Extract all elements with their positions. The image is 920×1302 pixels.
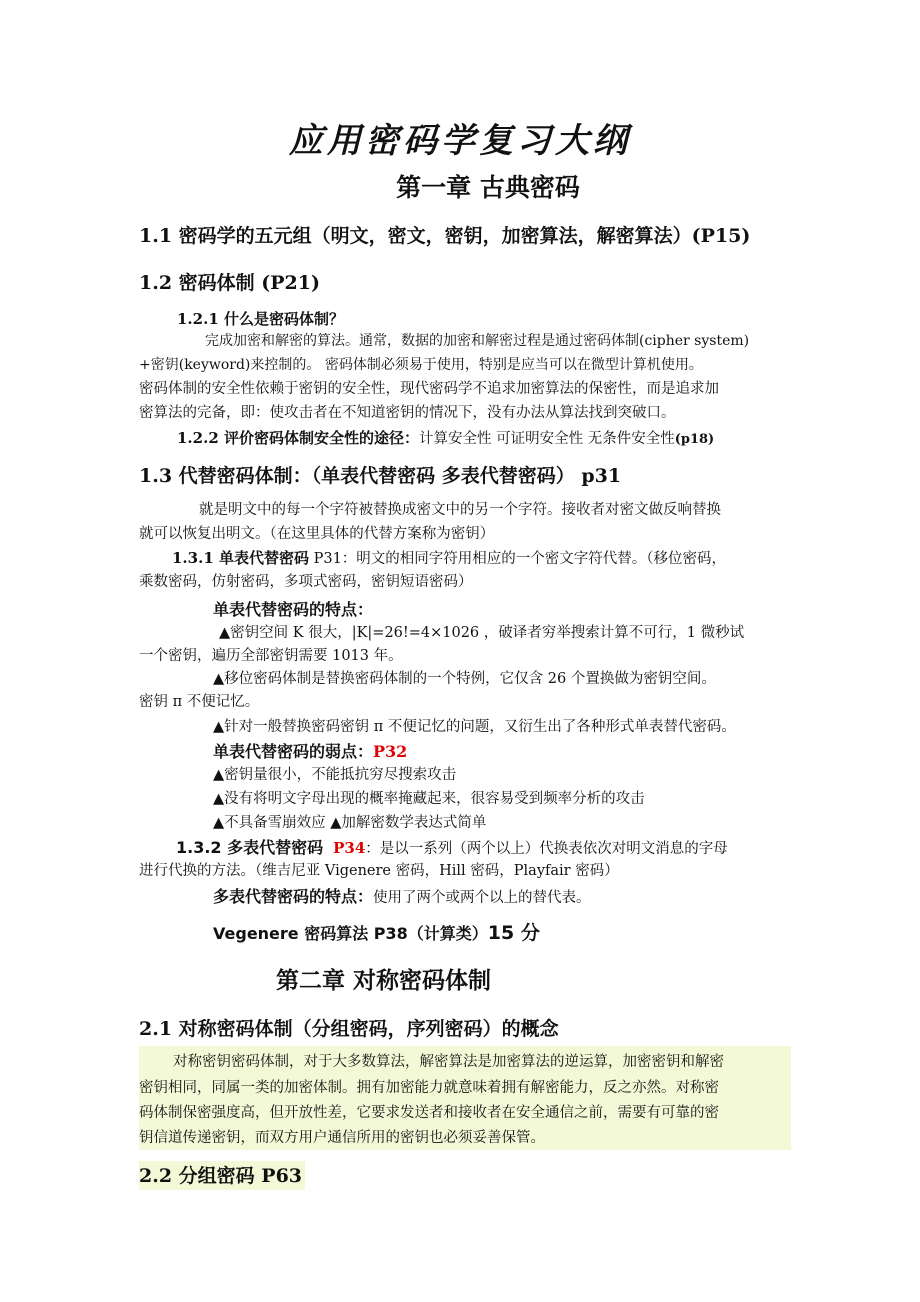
section-1-2-2-heading: 1.2.2 评价密码体制安全性的途径：	[177, 429, 419, 447]
paragraph-line: 就是明文中的每一个字符被替换成密文中的另一个字符。接收者对密文做反响替换	[199, 502, 721, 518]
feature-item: ▲针对一般替换密码密钥 π 不便记忆的问题，又衍生出了各种形式单表替代密码。	[213, 719, 736, 735]
feature-item-cont: 一个密钥，遍历全部密钥需要 1013 年。	[139, 648, 403, 664]
mono-weakness-title-line	[213, 739, 407, 762]
section-1-2-1-heading: 1.2.1 什么是密码体制？	[177, 310, 344, 328]
paragraph-line: 密钥相同，同属一类的加密体制。拥有加密能力就意味着拥有解密能力，反之亦然。对称密	[139, 1080, 719, 1096]
paragraph-line: 就可以恢复出明文。（在这里具体的代替方案称为密钥）	[139, 526, 495, 542]
weakness-item: ▲不具备雪崩效应 ▲加解密数学表达式简单	[213, 815, 487, 831]
section-1-2-heading: 1.2 密码体制 (P21)	[139, 272, 320, 294]
paragraph-line: 进行代换的方法。（维吉尼亚 Vigenere 密码，Hill 密码，Playfair 密码）	[139, 863, 619, 879]
paragraph-line: 码体制保密强度高，但开放性差，它要求发送者和接收者在安全通信之前，需要有可靠的密	[139, 1105, 719, 1121]
feature-item: ▲移位密码体制是替换密码体制的一个特例，它仅含 26 个置换做为密钥空间。	[213, 671, 716, 687]
paragraph-line: 密码体制的安全性依赖于密钥的安全性，现代密码学不追求加密算法的保密性，而是追求加	[139, 381, 719, 397]
mono-weakness-page: P32	[373, 742, 408, 761]
section-1-3-2-page: P34	[333, 839, 366, 857]
section-1-3-2-line	[176, 835, 728, 861]
section-2-2-heading: 2.2 分组密码 P63	[139, 1161, 305, 1190]
section-1-3-1-text: P31：明文的相同字符用相应的一个密文字符代替。（移位密码，	[308, 551, 727, 567]
section-1-2-2-text: 计算安全性 可证明安全性 无条件安全性	[418, 431, 675, 447]
section-1-3-heading: 1.3 代替密码体制：（单表代替密码 多表代替密码） p31	[139, 465, 622, 487]
paragraph-line: 密算法的完备，即：使攻击者在不知道密钥的情况下，没有办法从算法找到突破口。	[139, 405, 676, 421]
paragraph-line: 对称密钥密码体制，对于大多数算法，解密算法是加密算法的逆运算，加密密钥和解密	[173, 1054, 724, 1070]
section-1-3-1-line	[172, 547, 726, 571]
poly-features-title: 多表代替密码的特点：	[213, 887, 374, 906]
feature-item-cont: 密钥 π 不便记忆。	[139, 694, 260, 710]
poly-features-text: 使用了两个或两个以上的替代表。	[373, 890, 591, 906]
paragraph-line: 钥信道传递密钥，而双方用户通信所用的密钥也必须妥善保管。	[139, 1130, 545, 1146]
mono-weakness-title: 单表代替密码的弱点：	[213, 742, 374, 761]
paragraph-line: 乘数密码，仿射密码，多项式密码，密钥短语密码）	[139, 574, 473, 590]
poly-features-line	[213, 884, 591, 910]
chapter-2-heading: 第二章 对称密码体制	[276, 967, 492, 994]
vigenere-score: 15 分	[487, 922, 540, 944]
chapter-1-heading: 第一章 古典密码	[396, 173, 580, 202]
section-2-1-heading: 2.1 对称密码体制（分组密码，序列密码）的概念	[139, 1018, 559, 1040]
weakness-item: ▲没有将明文字母出现的概率掩藏起来，很容易受到频率分析的攻击	[213, 791, 645, 807]
section-1-1-heading: 1.1 密码学的五元组（明文，密文，密钥，加密算法，解密算法）(P15)	[139, 225, 751, 247]
section-1-3-2-heading: 1.3.2 多表代替密码	[176, 838, 324, 857]
paragraph-line: +密钥(keyword)来控制的。 密码体制必须易于使用，特别是应当可以在微型计算机使用。	[139, 357, 703, 373]
weakness-item: ▲密钥量很小，不能抵抗穷尽搜索攻击	[213, 767, 457, 783]
section-1-2-2-line	[177, 427, 714, 451]
section-1-3-2-text: ：是以一系列（两个以上）代换表依次对明文消息的字母	[365, 841, 728, 857]
paragraph-line: 完成加密和解密的算法。通常，数据的加密和解密过程是通过密码体制(cipher system)	[205, 333, 750, 349]
document-title: 应用密码学复习大纲	[289, 121, 631, 161]
feature-item: ▲密钥空间 K 很大，|K|=26!=4×1026 ，破译者穷举搜索计算不可行，1 微秒试	[219, 625, 745, 641]
vigenere-line	[213, 918, 540, 945]
vigenere-text: Vegenere 密码算法 P38（计算类）	[213, 924, 488, 943]
section-1-3-1-heading: 1.3.1 单表代替密码	[172, 549, 309, 567]
mono-features-title: 单表代替密码的特点：	[213, 600, 374, 619]
section-1-2-2-page: (p18)	[674, 432, 715, 447]
